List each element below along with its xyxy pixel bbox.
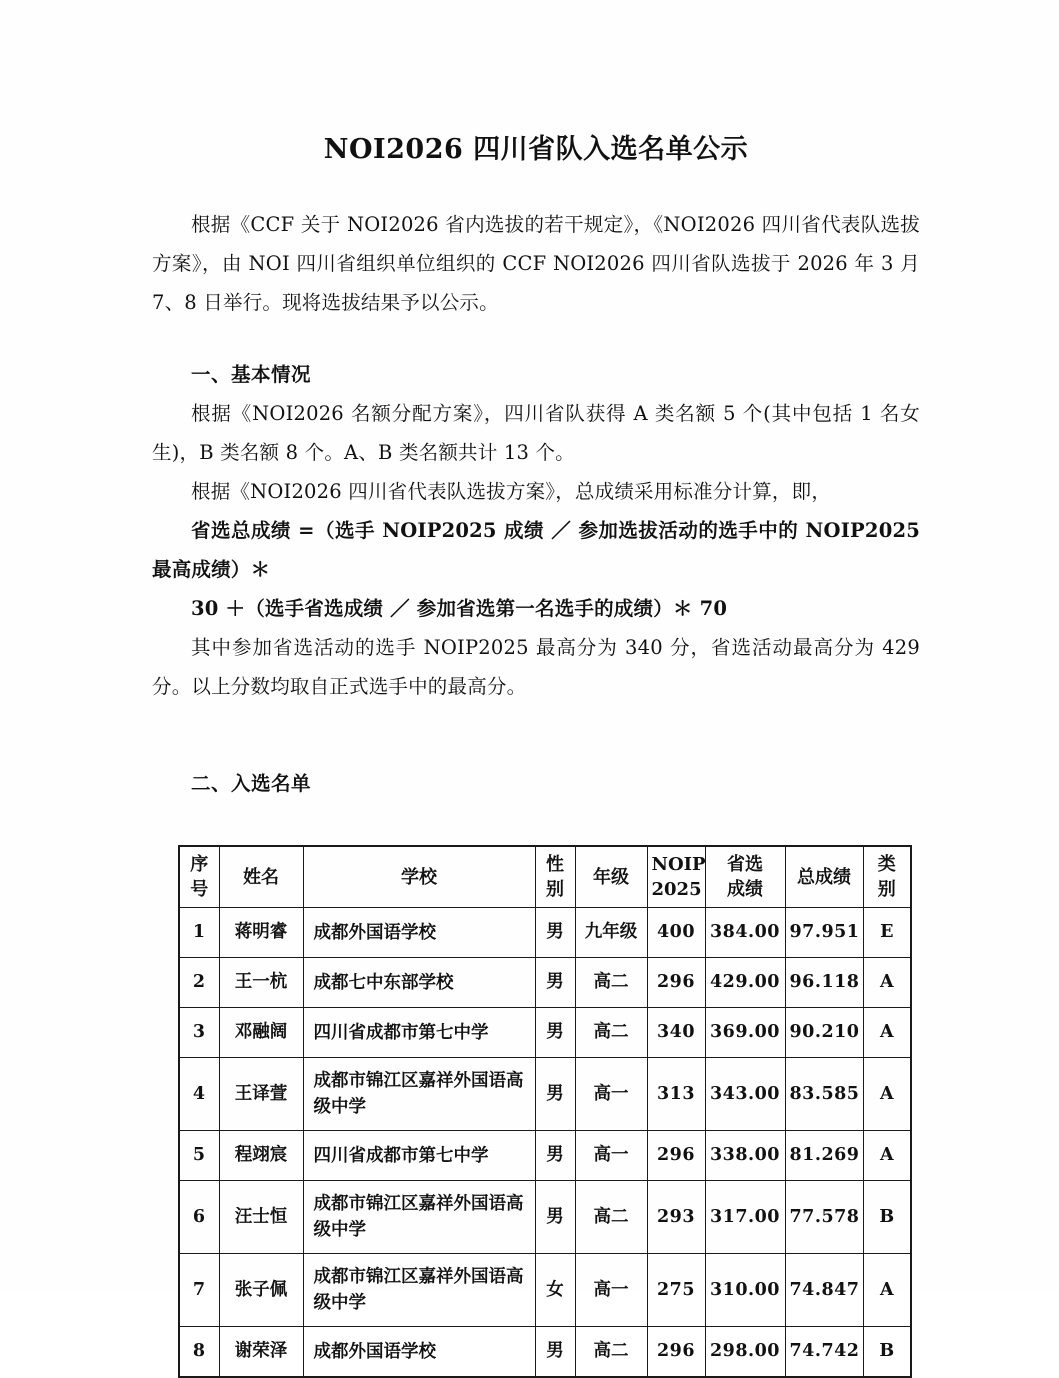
table-row: [179, 1181, 911, 1254]
roster-table: [178, 845, 912, 1378]
table-row: [179, 958, 911, 1008]
cell-prov: 298.00: [705, 1327, 785, 1378]
column-header-provincial-score: [705, 846, 785, 908]
cell-noip: 296: [647, 1327, 705, 1378]
cell-prov: 343.00: [705, 1058, 785, 1131]
cell-index: 1: [179, 908, 219, 958]
header-line: 序: [190, 854, 209, 876]
header-line: 姓名: [243, 866, 279, 888]
table-header-row: [179, 846, 911, 908]
section-heading-basic-info: 一、基本情况: [191, 363, 312, 387]
cell-prov: 429.00: [705, 958, 785, 1008]
cell-noip: 313: [647, 1058, 705, 1131]
cell-total: 74.742: [785, 1327, 863, 1378]
cell-gender: 男: [535, 1058, 575, 1131]
header-line: 性: [546, 854, 564, 876]
cell-cat: A: [863, 958, 911, 1008]
cell-prov: 384.00: [705, 908, 785, 958]
cell-name: 邓融阔: [219, 1008, 303, 1058]
cell-school: 成都市锦江区嘉祥外国语高级中学: [303, 1254, 535, 1327]
formula-line-1: 省选总成绩 =（选手 NOIP2025 成绩 ／ 参加选拔活动的选手中的 NOIP2025 最高成绩）＊: [152, 519, 920, 582]
max-score-note: 其中参加省选活动的选手 NOIP2025 最高分为 340 分，省选活动最高分为 429 分。以上分数均取自正式选手中的最高分。: [152, 636, 920, 699]
cell-total: 77.578: [785, 1181, 863, 1254]
cell-gender: 男: [535, 908, 575, 958]
header-line: NOIP: [651, 854, 706, 876]
cell-grade: 高二: [575, 1181, 647, 1254]
cell-name: 王译萱: [219, 1058, 303, 1131]
table-body: [179, 908, 911, 1378]
header-line: 学校: [401, 866, 437, 888]
header-line: 成绩: [727, 879, 763, 901]
cell-name: 汪士恒: [219, 1181, 303, 1254]
cell-prov: 310.00: [705, 1254, 785, 1327]
cell-cat: A: [863, 1058, 911, 1131]
cell-cat: B: [863, 1181, 911, 1254]
cell-gender: 男: [535, 1008, 575, 1058]
header-line: 年级: [593, 866, 629, 888]
scoring-intro-paragraph: 根据《NOI2026 四川省代表队选拔方案》，总成绩采用标准分计算，即，: [191, 480, 832, 504]
section-heading-selected-list: 二、入选名单: [191, 772, 312, 796]
table-row: [179, 1327, 911, 1378]
header-line: 总成绩: [797, 866, 851, 888]
cell-school: 成都市锦江区嘉祥外国语高级中学: [303, 1058, 535, 1131]
cell-index: 7: [179, 1254, 219, 1327]
cell-school: 成都市锦江区嘉祥外国语高级中学: [303, 1181, 535, 1254]
cell-prov: 317.00: [705, 1181, 785, 1254]
column-header-category: [863, 846, 911, 908]
table-row: [179, 1131, 911, 1181]
column-header-school: [303, 846, 535, 908]
header-line: 别: [877, 879, 896, 901]
cell-noip: 296: [647, 1131, 705, 1181]
cell-total: 74.847: [785, 1254, 863, 1327]
cell-prov: 369.00: [705, 1008, 785, 1058]
cell-name: 谢荣泽: [219, 1327, 303, 1378]
quota-paragraph: 根据《NOI2026 名额分配方案》，四川省队获得 A 类名额 5 个(其中包括 1 名女生)，B 类名额 8 个。A、B 类名额共计 13 个。: [152, 402, 920, 465]
cell-total: 97.951: [785, 908, 863, 958]
cell-grade: 九年级: [575, 908, 647, 958]
cell-grade: 高二: [575, 1327, 647, 1378]
cell-gender: 男: [535, 1181, 575, 1254]
cell-index: 6: [179, 1181, 219, 1254]
cell-cat: E: [863, 908, 911, 958]
cell-name: 程翊宸: [219, 1131, 303, 1181]
header-line: 类: [877, 854, 896, 876]
cell-noip: 275: [647, 1254, 705, 1327]
intro-paragraph: 根据《CCF 关于 NOI2026 省内选拔的若干规定》，《NOI2026 四川省代表队选拔方案》，由 NOI 四川省组织单位组织的 CCF NOI2026 四川省队选拔于 2026 年 3 月 7、8 日举行。现将选拔结果予以公示。: [152, 213, 920, 315]
column-header-total-score: [785, 846, 863, 908]
cell-grade: 高二: [575, 1008, 647, 1058]
table-row: [179, 1058, 911, 1131]
column-header-name: [219, 846, 303, 908]
cell-gender: 男: [535, 1327, 575, 1378]
cell-gender: 女: [535, 1254, 575, 1327]
cell-grade: 高二: [575, 958, 647, 1008]
cell-school: 四川省成都市第七中学: [303, 1008, 535, 1058]
column-header-grade: [575, 846, 647, 908]
cell-grade: 高一: [575, 1254, 647, 1327]
cell-cat: A: [863, 1131, 911, 1181]
cell-gender: 男: [535, 958, 575, 1008]
cell-name: 蒋明睿: [219, 908, 303, 958]
header-line: 2025: [651, 879, 702, 901]
header-line: 号: [190, 879, 209, 901]
cell-name: 张子佩: [219, 1254, 303, 1327]
formula-line-2: 30 ＋（选手省选成绩 ／ 参加省选第一名选手的成绩）＊ 70: [191, 597, 728, 621]
cell-prov: 338.00: [705, 1131, 785, 1181]
cell-total: 90.210: [785, 1008, 863, 1058]
roster-table-wrapper: [178, 845, 910, 1378]
cell-index: 5: [179, 1131, 219, 1181]
cell-cat: A: [863, 1254, 911, 1327]
cell-index: 3: [179, 1008, 219, 1058]
cell-gender: 男: [535, 1131, 575, 1181]
cell-noip: 296: [647, 958, 705, 1008]
column-header-noip: [647, 846, 705, 908]
column-header-gender: [535, 846, 575, 908]
column-header-index: [179, 846, 219, 908]
table-row: [179, 908, 911, 958]
header-line: 别: [546, 879, 564, 901]
cell-index: 8: [179, 1327, 219, 1378]
cell-noip: 293: [647, 1181, 705, 1254]
cell-cat: B: [863, 1327, 911, 1378]
cell-total: 83.585: [785, 1058, 863, 1131]
cell-grade: 高一: [575, 1058, 647, 1131]
cell-grade: 高一: [575, 1131, 647, 1181]
cell-total: 96.118: [785, 958, 863, 1008]
table-row: [179, 1254, 911, 1327]
table-header: [179, 846, 911, 908]
cell-cat: A: [863, 1008, 911, 1058]
header-line: 省选: [727, 854, 763, 876]
cell-index: 4: [179, 1058, 219, 1131]
table-row: [179, 1008, 911, 1058]
cell-name: 王一杭: [219, 958, 303, 1008]
cell-total: 81.269: [785, 1131, 863, 1181]
cell-school: 成都外国语学校: [303, 908, 535, 958]
cell-noip: 400: [647, 908, 705, 958]
document-content: [152, 0, 920, 1378]
cell-school: 四川省成都市第七中学: [303, 1131, 535, 1181]
cell-school: 成都七中东部学校: [303, 958, 535, 1008]
page-title: NOI2026 四川省队入选名单公示: [323, 134, 749, 165]
cell-index: 2: [179, 958, 219, 1008]
cell-noip: 340: [647, 1008, 705, 1058]
cell-school: 成都外国语学校: [303, 1327, 535, 1378]
